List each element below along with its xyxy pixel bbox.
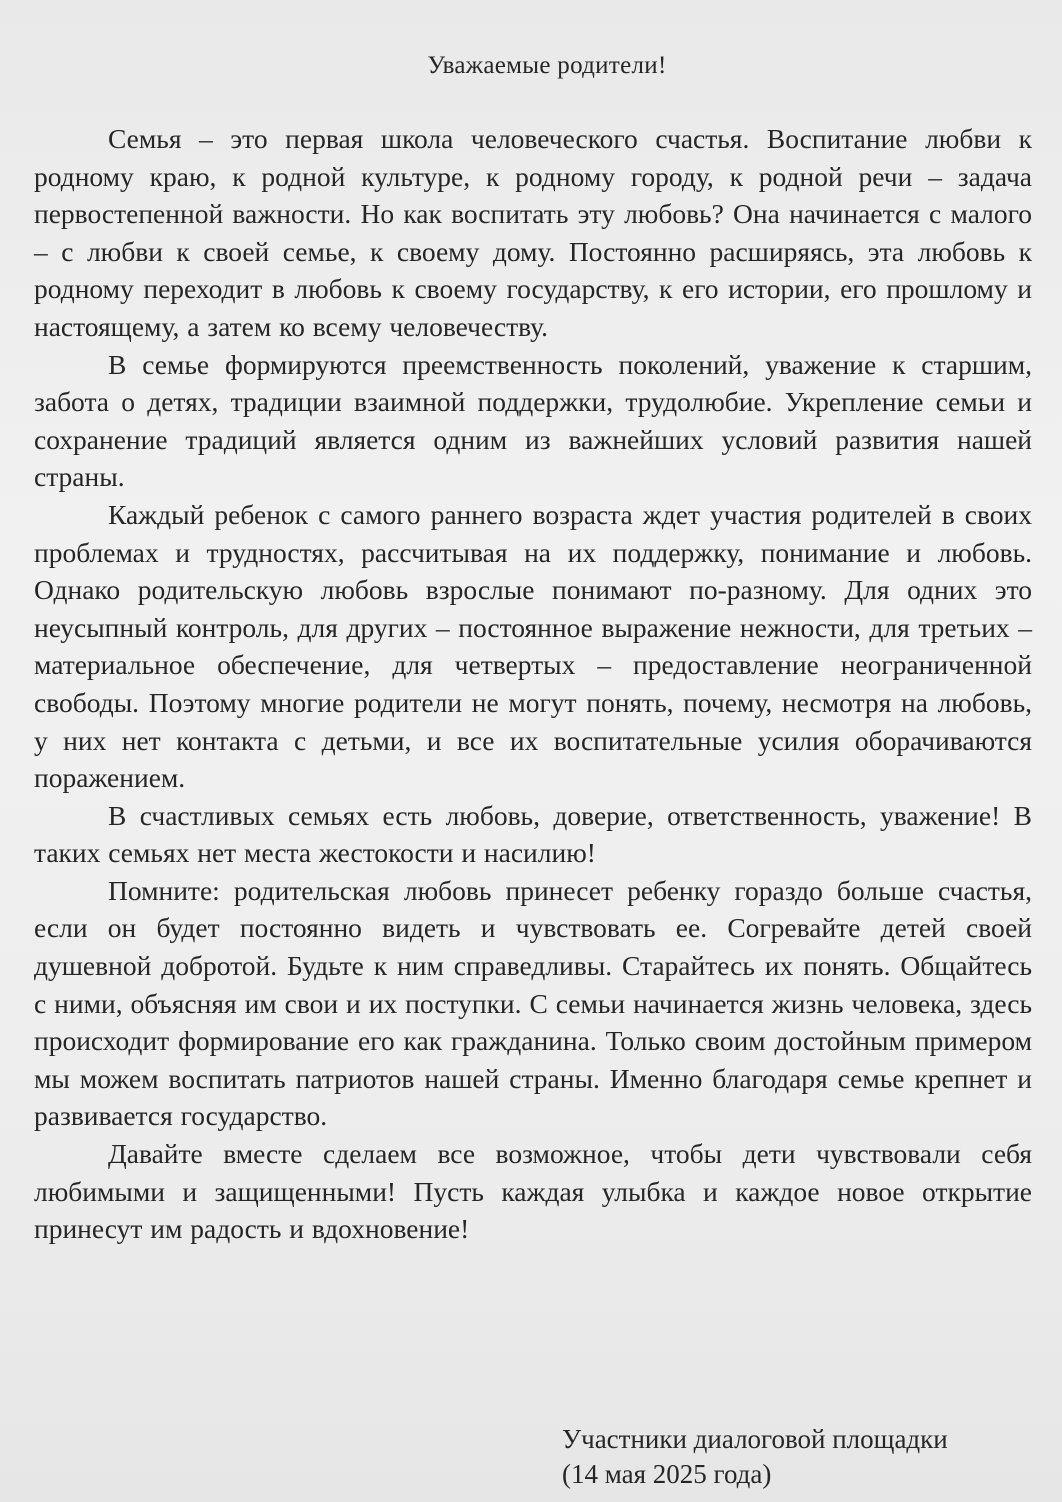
paragraph-family-school: Семья – это первая школа человеческого счастья. Воспитание любви к родному краю, к родной культуре, к родному городу, к родной речи – задача первостепенной важности. Но как воспитать эту любовь? Она начинается с малого – с любви к своей семье, к своему дому. Постоянно расширяясь, эта любовь к родному переходит в любовь к своему государству, к его истории, его прошлому и настоящему, а затем ко всему человечеству. [34,123,1032,342]
signature-block [562,1422,948,1492]
signature-date: (14 мая 2025 года) [562,1459,772,1489]
signature-author: Участники диалоговой площадки [562,1424,948,1454]
paragraph-generations: В семье формируются преемственность поколений, уважение к старшим, забота о детях, традиции взаимной поддержки, трудолюбие. Укрепление семьи и сохранение традиций является одним из важнейших условий развития нашей страны. [34,348,1032,493]
paragraph-call-to-action: Давайте вместе сделаем все возможное, чтобы дети чувствовали себя любимыми и защищенными! Пусть каждая улыбка и каждое новое открытие принесут им радость и вдохновение! [34,1138,1032,1245]
paragraph-parental-love: Каждый ребенок с самого раннего возраста ждет участия родителей в своих проблемах и трудностях, рассчитывая на их поддержку, понимание и любовь. Однако родительскую любовь взрослые понимают по-разному. Для одних это неусыпный контроль, для других – постоянное выражение нежности, для третьих – материальное обеспечение, для четвертых – предоставление неограниченной свободы. Поэтому многие родители не могут понять, почему, несмотря на любовь, у них нет контакта с детьми, и все их воспитательные усилия оборачиваются поражением. [34,498,1032,794]
paragraph-remember: Помните: родительская любовь принесет ребенку гораздо больше счастья, если он будет постоянно видеть и чувствовать ее. Согревайте детей своей душевной добротой. Будьте к ним справедливы. Старайтесь их понять. Общайтесь с ними, объясняя им свои и их поступки. С семьи начинается жизнь человека, здесь происходит формирование его как гражданина. Только своим достойным примером мы можем воспитать патриотов нашей страны. Именно благодаря семье крепнет и развивается государство. [34,874,1032,1132]
paragraph-happy-families: В счастливых семьях есть любовь, доверие, ответственность, уважение! В таких семьях нет места жестокости и насилию! [34,799,1032,869]
letter-title: Уважаемые родители! [427,52,667,79]
